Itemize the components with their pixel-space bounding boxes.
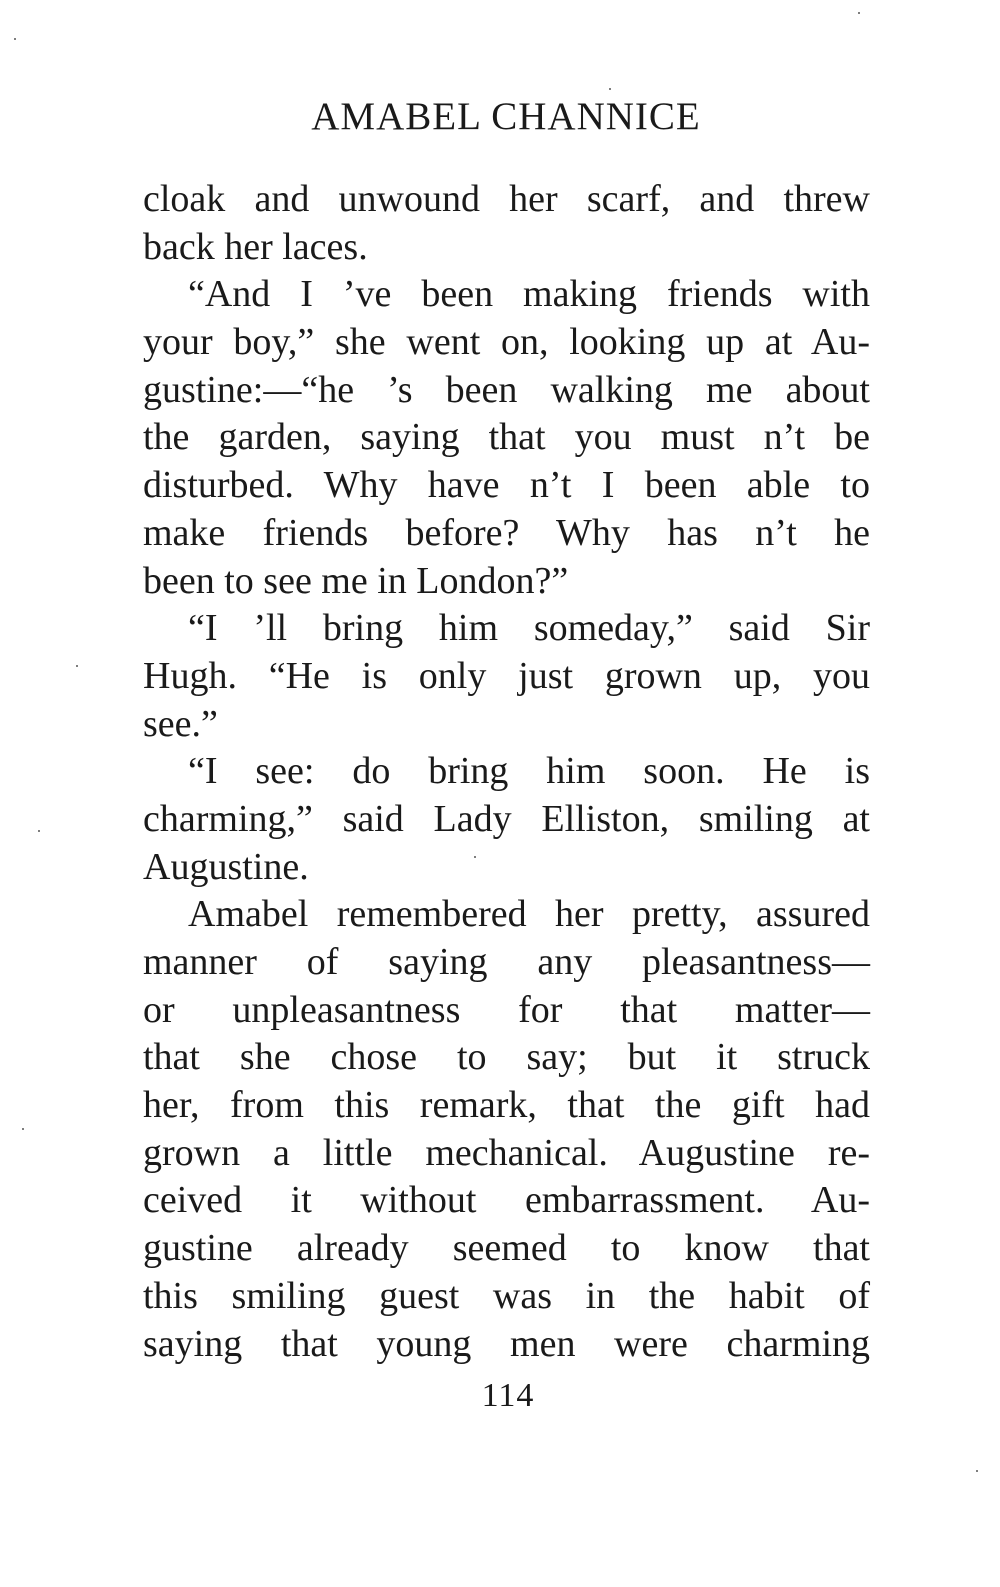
- text-line: back her laces.: [143, 225, 368, 268]
- text-line: this smiling guest was in the habit of: [143, 1274, 870, 1317]
- text-line: see.”: [143, 702, 218, 745]
- scan-speck: [14, 38, 16, 40]
- body-text: [143, 176, 870, 1368]
- text-line: manner of saying any pleasantness—: [143, 941, 870, 983]
- text-line: charming,” said Lady Elliston, smiling at: [143, 797, 870, 840]
- text-line: cloak and unwound her scarf, and threw: [143, 178, 870, 220]
- text-line: “And I ’ve been making friends with: [188, 273, 870, 316]
- running-head: AMABEL CHANNICE: [311, 95, 701, 138]
- text-line: grown a little mechanical. Augustine re-: [143, 1131, 870, 1174]
- text-line: gustine:—“he ’s been walking me about: [143, 368, 870, 411]
- scan-speck: [38, 830, 40, 832]
- text-line: gustine already seemed to know that: [143, 1227, 870, 1270]
- text-line: “I ’ll bring him someday,” said Sir: [188, 607, 870, 650]
- text-line: “I see: do bring him soon. He is: [188, 750, 870, 793]
- text-line: been to see me in London?”: [143, 559, 569, 602]
- text-line: your boy,” she went on, looking up at Au-: [143, 321, 870, 364]
- text-line: that she chose to say; but it struck: [143, 1036, 870, 1079]
- text-line: saying that young men were charming: [143, 1322, 870, 1365]
- scan-speck: [22, 1128, 24, 1130]
- scan-speck: [976, 1470, 978, 1472]
- text-line: Amabel remembered her pretty, assured: [188, 893, 870, 936]
- text-line: make friends before? Why has n’t he: [143, 511, 870, 554]
- scan-speck: [474, 856, 476, 858]
- scan-speck: [609, 88, 611, 90]
- page-number: 114: [481, 1377, 535, 1414]
- text-line: the garden, saying that you must n’t be: [143, 416, 870, 459]
- scan-speck: [858, 12, 860, 14]
- text-line: Augustine.: [143, 845, 309, 888]
- scan-speck: [76, 665, 78, 667]
- text-line: or unpleasantness for that matter—: [143, 988, 870, 1031]
- text-line: disturbed. Why have n’t I been able to: [143, 464, 870, 507]
- text-line: ceived it without embarrassment. Au-: [143, 1179, 870, 1222]
- text-line: Hugh. “He is only just grown up, you: [143, 654, 870, 697]
- text-line: her, from this remark, that the gift had: [143, 1084, 870, 1127]
